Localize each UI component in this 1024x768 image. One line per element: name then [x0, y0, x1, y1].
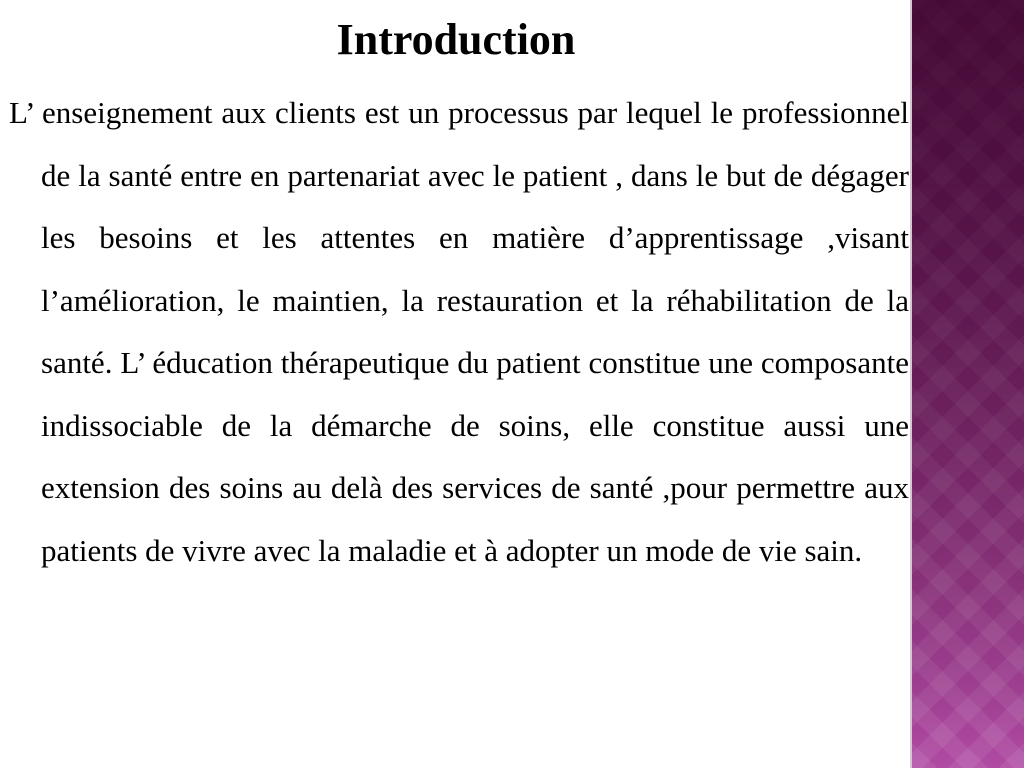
slide-title: Introduction: [336, 15, 576, 64]
decorative-sidebar: [912, 0, 1024, 768]
slide-body-text: L’ enseignement aux clients est un processus par lequel le professionnel de la santé entre en partenariat avec le patient , dans le but de dégager les besoins et les attentes en matière d’apprentissage ,visant l’amélioration, le maintien, la restauration et la réhabilitation de la santé. L’ éducation thérapeutique du patient constitue une composante indissociable de la démarche de soins, elle constitue aussi une extension des soins au delà des services de santé ,pour permettre aux patients de vivre avec la maladie et à adopter un mode de vie sain.: [9, 95, 909, 568]
